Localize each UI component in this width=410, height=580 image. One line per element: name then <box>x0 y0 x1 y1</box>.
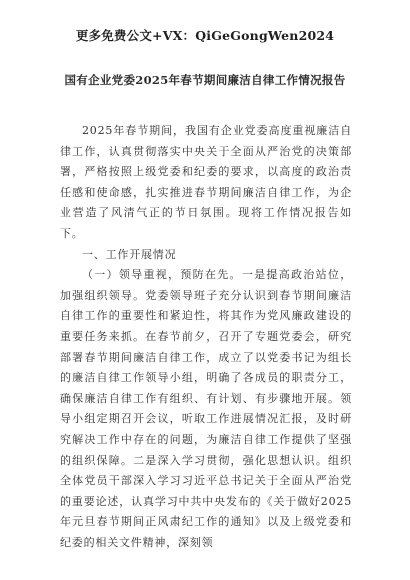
section-heading: 一、工作开展情况 <box>82 247 177 261</box>
document-body <box>60 121 352 553</box>
document-title: 国有企业党委2025年春节期间廉洁自律工作情况报告 <box>64 73 346 87</box>
paragraph-intro: 2025年春节期间，我国有企业党委高度重视廉洁自律工作，认真贯彻落实中央关于全面从严治党的决策部署，严格按照上级党委和纪委的要求，以高度的政治责任感和使命感，扎实推进春节期间廉洁自律工作，为企业营造了风清气正的节日氛围。现将工作情况报告如下。 <box>60 124 352 240</box>
paragraph-section-one: （一）领导重视，预防在先。一是提高政治站位，加强组织领导。党委领导班子充分认识到春节期间廉洁自律工作的重要性和紧迫性，将其作为党风廉政建设的重要任务来抓。在春节前夕，召开了专题党委会，研究部署春节期间廉洁自律工作，成立了以党委书记为组长的廉洁自律工作领导小组，明确了各成员的职责分工，确保廉洁自律工作有组织、有计划、有步骤地开展。领导小组定期召开会议，听取工作进展情况汇报，及时研究解决工作中存在的问题，为廉洁自律工作提供了坚强的组织保障。二是深入学习贯彻，强化思想认识。组织全体党员干部深入学习习近平总书记关于全面从严治党的重要论述，认真学习中共中央发布的《关于做好2025年元旦春节期间正风肃纪工作的通知》以及上级党委和纪委的相关文件精神，深刻领 <box>60 268 352 549</box>
watermark-header: 更多免费公文+VX：QiGeGongWen2024 <box>75 28 335 43</box>
